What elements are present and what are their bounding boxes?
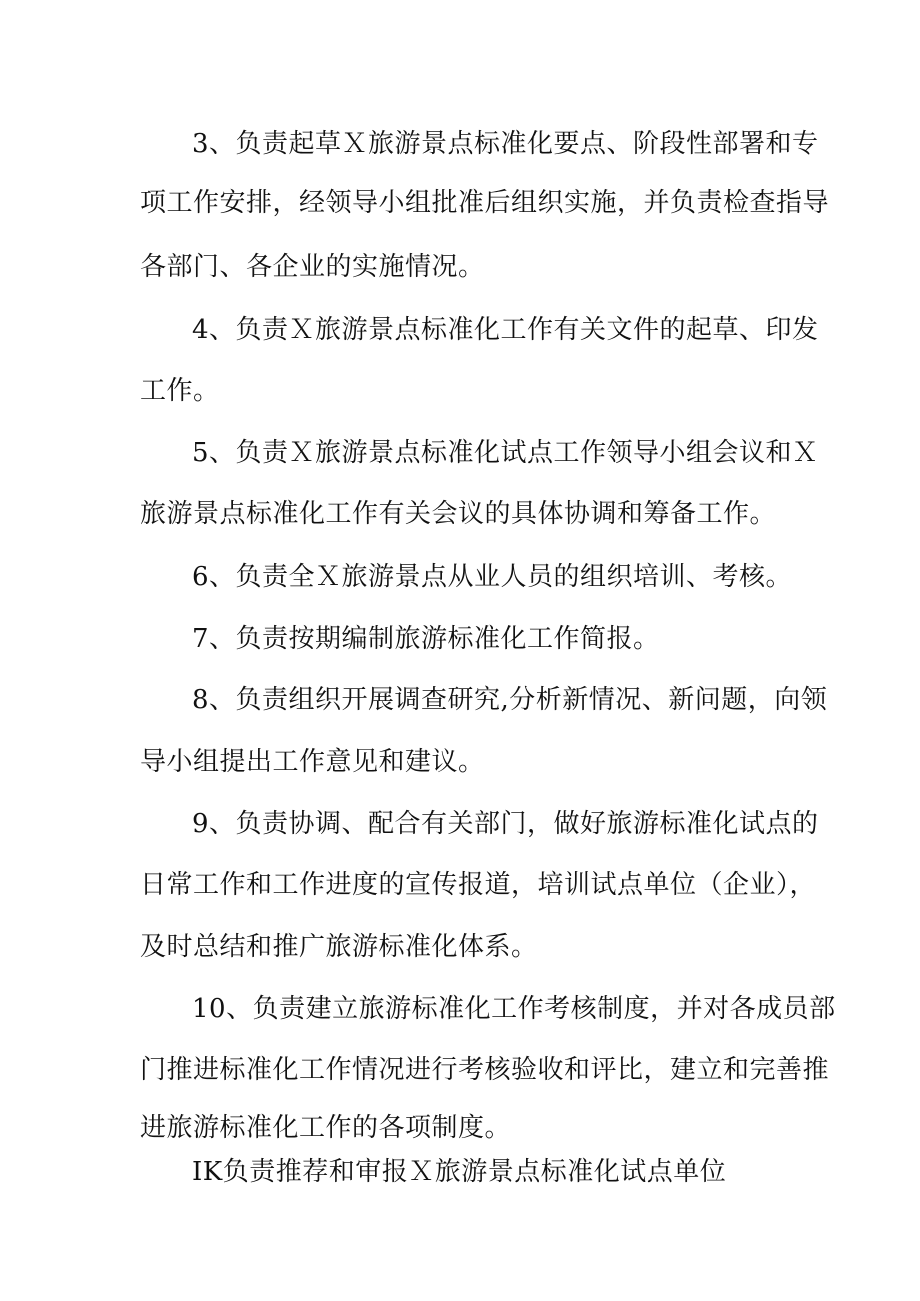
paragraph-4-line-2: 工作。 xyxy=(140,376,220,406)
paragraph-9-line-1: 9、负责协调、配合有关部门，做好旅游标准化试点的 xyxy=(192,809,819,839)
paragraph-3-line-1: 3、负责起草Ｘ旅游景点标准化要点、阶段性部署和专 xyxy=(192,129,819,159)
paragraph-9-line-2: 日常工作和工作进度的宣传报道，培训试点单位（企业）， xyxy=(140,870,817,900)
paragraph-7-line-1: 7、负责按期编制旅游标准化工作简报。 xyxy=(192,624,660,654)
paragraph-10-line-1: 10、负责建立旅游标准化工作考核制度，并对各成员部 xyxy=(192,994,836,1024)
paragraph-8-line-2: 导小组提出工作意见和建议。 xyxy=(140,747,485,777)
paragraph-5-line-1: 5、负责Ｘ旅游景点标准化试点工作领导小组会议和Ｘ xyxy=(192,438,819,468)
paragraph-8-line-1: 8、负责组织开展调查研究,分析新情况、新问题，向领 xyxy=(192,685,828,715)
paragraph-3-line-3: 各部门、各企业的实施情况。 xyxy=(140,252,485,282)
paragraph-11-line-1: IK负责推荐和审报Ｘ旅游景点标准化试点单位 xyxy=(192,1157,727,1187)
paragraph-5-line-2: 旅游景点标准化工作有关会议的具体协调和筹备工作。 xyxy=(140,499,777,529)
paragraph-4-line-1: 4、负责Ｘ旅游景点标准化工作有关文件的起草、印发 xyxy=(192,315,819,345)
paragraph-6-line-1: 6、负责全Ｘ旅游景点从业人员的组织培训、考核。 xyxy=(192,562,793,592)
paragraph-3-line-2: 项工作安排，经领导小组批准后组织实施，并负责检查指导 xyxy=(140,188,830,218)
paragraph-10-line-2: 门推进标准化工作情况进行考核验收和评比，建立和完善推 xyxy=(140,1055,830,1085)
paragraph-9-line-3: 及时总结和推广旅游标准化体系。 xyxy=(140,932,538,962)
paragraph-10-line-3: 进旅游标准化工作的各项制度。 xyxy=(140,1113,512,1143)
